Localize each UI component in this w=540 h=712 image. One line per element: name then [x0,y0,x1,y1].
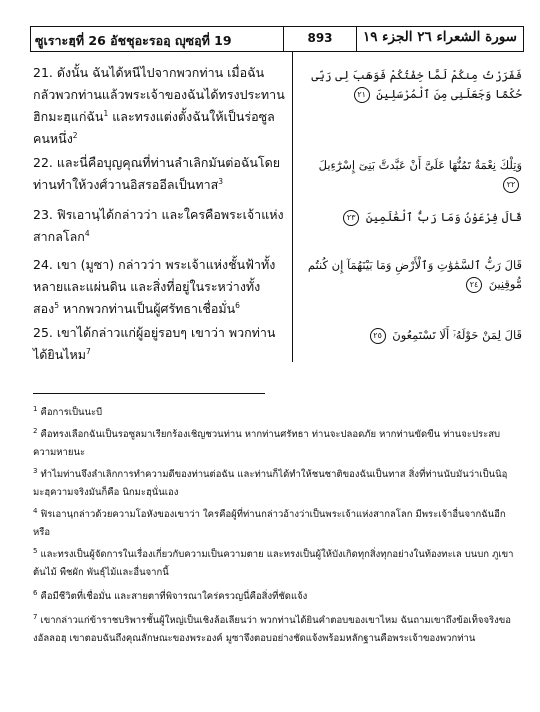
verse-text: 24. เขา (มูซา) กล่าวว่า พระเจ้าแห่งชั้นฟ้าทั้งหลายและแผ่นดิน และสิ่งที่อยู่ในระหว่างทั้งสอง$^5$ หากพวกท่านเป็นผู้ศรัทธาเชื่อมั่น$^6$ [33,257,276,316]
verse-text: 21. ดังนั้น ฉันได้หนีไปจากพวกท่าน เมื่อฉันกลัวพวกท่านแล้วพระเจ้าของฉันได้ทรงประทานฮิกมะฮฺแก่ฉัน$^1$ และทรงแต่งตั้งฉันให้เป็นร่อซูลคนหนึ่ง$^2$ [33,65,285,146]
footnote-2: $^2$ คือทรงเลือกฉันเป็นรอซูลมาเรียกร้องเชิญชวนท่าน หากท่านศรัทธา ท่านจะปลอดภัย หากท่านขัดขืน ท่านจะประสบความหายนะ [33,426,501,458]
footnote-number: 1 [33,404,38,413]
arabic-verse-23: قَالَ فِرْعَوْنُ وَمَا رَبُّ ٱلْعَٰلَمِينَ ٢٣ [300,208,522,227]
footnote-1: $^1$ คือการเป็นนะบี [33,404,103,418]
header-surah-arabic: سورة الشعراء ٢٦ الجزء ١٩ [362,29,517,45]
footnote-6: $^6$ คือมีชีวิตที่เชื่อมั่น และสายตาที่พิจารณาใคร่ครวญนี่คือสิ่งที่ชัดแจ้ง [33,588,308,602]
verse-number-marker: ٢٢ [503,177,519,193]
page-header [30,26,524,52]
verse-21 [33,62,285,150]
footnote-5: $^5$ และทรงเป็นผู้จัดการในเรื่องเกี่ยวกับความเป็นความตาย และทรงเป็นผู้ให้บังเกิดทุกสิ่งทุกอย่างในท้องทะเล บนบก ภูเขา ต้นไม้ พืชผัก พันธุ์ไม้และอื่นจากนี้ [33,546,514,578]
verse-24 [33,254,285,320]
footnote-3: $^3$ ทำไมท่านจึงลำเลิกการทำความดีของท่านต่อฉัน และท่านก็ได้ทำให้ชนชาติของฉันเป็นทาส สิ่งที่ท่านนับมันว่าเป็นนิอฺมะฮฺความจริงมันก็คือ นิกมะฮฺนั่นเอง [33,466,508,498]
footnote-ref[interactable]: 3 [218,176,223,186]
footnote-ref[interactable]: 4 [84,228,90,238]
page-number: 893 [283,27,357,51]
footnote-rule [33,393,265,394]
arabic-verse-22: وَتِلْكَ نِعْمَةٌ تَمُنُّهَا عَلَىَّ أَنْ عَبَّدتَّ بَنِىٓ إِسْرَٰٓءِيلَ ٢٢ [300,156,522,194]
footnote-number: 3 [33,466,38,475]
verse-text: 25. เขาได้กล่าวแก่ผู้อยู่รอบๆ เขาว่า พวกท่านได้ยินไหม$^7$ [33,325,276,362]
verse-number-marker: ٢٥ [370,328,386,344]
arabic-verse-24: قَالَ رَبُّ ٱلسَّمَٰوَٰتِ وَٱلْأَرْضِ وَمَا بَيْنَهُمَآ إِن كُنتُم مُّوقِنِينَ ٢٤ [307,258,522,291]
footnote-ref[interactable]: 6 [235,300,240,310]
verse-text: 23. ฟิรเอานฺได้กล่าวว่า และใครคือพระเจ้าแห่งสากลโลก$^4$ [33,207,284,244]
footnote-number: 2 [33,426,38,435]
footnote-number: 6 [33,588,38,597]
verse-25 [33,322,285,366]
verse-text: 22. และนี่คือบุญคุณที่ท่านลำเลิกมันต่อฉันโดยท่านทำให้วงศ์วานอิสรออีลเป็นทาส$^3$ [33,155,281,192]
header-surah-thai: ซูเราะฮฺที่ 26 อัชชุอะรออฺ ญุซอฺที่ 19 [35,33,232,48]
footnote-ref[interactable]: 1 [103,108,109,118]
arabic-verse-25: قَالَ لِمَنْ حَوْلَهُۥٓ أَلَا تَسْتَمِعُونَ ٢٥ [300,326,522,345]
verse-23 [33,204,285,248]
footnote-7: $^7$ เขากล่าวแก่ข้าราชบริพารชั้นผู้ใหญ่เป็นเชิงล้อเลียนว่า พวกท่านได้ยินคำตอบของเขาไหม ฉันถามเขาถึงข้อเท็จจริงของอัลลอฮฺ เขาตอบฉันถึงคุณลักษณะของพระองค์ มูซาจึงตอบอย่างชัดแจ้งพร้อมหลักฐานคือพระเจ้าของพวกท่าน [33,612,512,644]
verse-22 [33,152,285,196]
footnote-number: 5 [33,546,38,555]
arabic-verse-21: فَفَرَرْتُ مِنكُمْ لَمَّا خِفْتُكُمْ فَوَهَبَ لِى رَبِّى حُكْمًا وَجَعَلَنِى مِنَ ٱلْمُرْسَلِينَ ٢١ [311,68,522,101]
footnote-4: $^4$ ฟิรเอานฺกล่าวด้วยความโอหังของเขาว่า ใครคือผู้ที่ท่านกล่าวอ้างว่าเป็นพระเจ้าแห่งสากลโลก มีพระเจ้าอื่นจากฉันอีกหรือ [33,506,506,538]
footnote-number: 4 [33,506,38,515]
verse-number-marker: ٢٣ [343,210,359,226]
verse-number-marker: ٢١ [354,87,370,103]
verse-number-marker: ٢٤ [466,277,482,293]
column-divider [292,52,293,362]
footnote-ref[interactable]: 7 [86,346,91,356]
footnote-number: 7 [33,612,38,621]
footnote-ref[interactable]: 5 [54,300,60,310]
footnote-ref[interactable]: 2 [72,130,78,140]
